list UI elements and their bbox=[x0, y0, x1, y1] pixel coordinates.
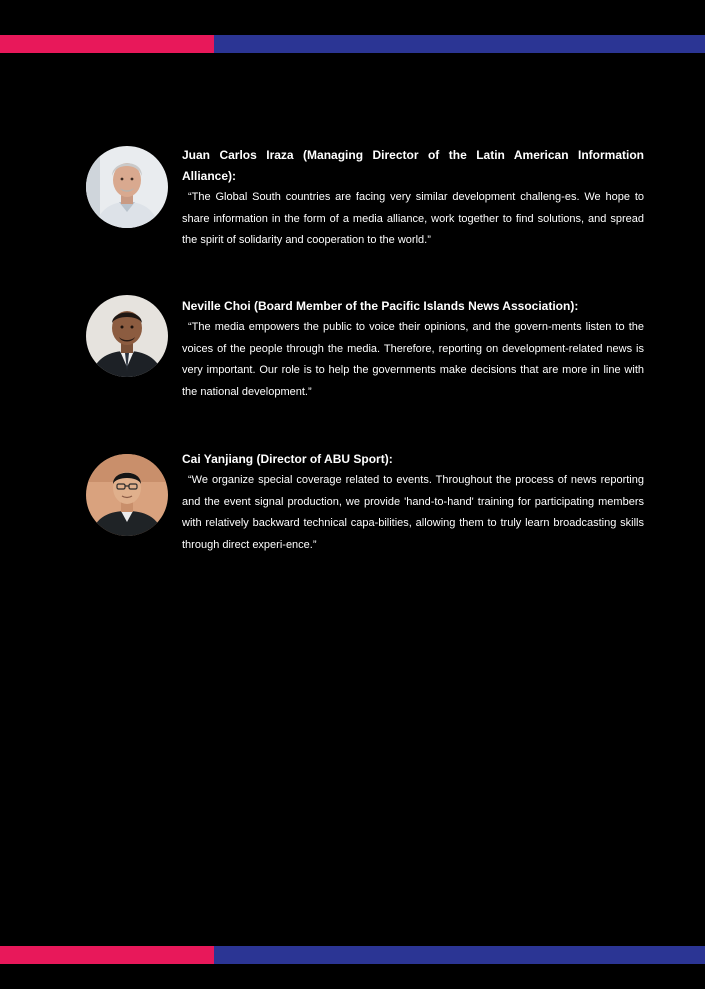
speaker-name: Juan Carlos Iraza (Managing Director of the Latin American Information Alliance): bbox=[182, 148, 644, 183]
speaker-quote: “We organize special coverage related to events. Throughout the process of news reporting and the event signal production, we provide 'hand-to-hand' training for participating members with relatively backward technical capa-bilities, allowing them to truly learn broadcasting skills through direct experi-ence.” bbox=[182, 474, 644, 551]
avatar-juan-carlos-iraza bbox=[86, 146, 168, 228]
top-color-band bbox=[0, 35, 705, 53]
bottom-band-pink-segment bbox=[0, 946, 214, 964]
speaker-quote: “The Global South countries are facing very similar development challeng-es. We hope to share information in the form of a media alliance, work together to find solutions, and spread the spirit of solidarity and cooperation to the world.” bbox=[182, 191, 644, 246]
speaker-name: Cai Yanjiang (Director of ABU Sport): bbox=[182, 452, 393, 466]
top-band-pink-segment bbox=[0, 35, 214, 53]
testimonial-text bbox=[182, 145, 644, 252]
avatar-cai-yanjiang bbox=[86, 454, 168, 536]
testimonial-text bbox=[182, 296, 644, 403]
bottom-color-band bbox=[0, 946, 705, 964]
testimonial-text bbox=[182, 449, 644, 556]
speaker-name: Neville Choi (Board Member of the Pacific Islands News Association): bbox=[182, 299, 579, 313]
top-band-blue-segment bbox=[214, 35, 705, 53]
bottom-band-blue-segment bbox=[214, 946, 705, 964]
avatar-neville-choi bbox=[86, 295, 168, 377]
speaker-quote: “The media empowers the public to voice their opinions, and the govern-ments listen to the voices of the people through the media. Therefore, reporting on development-related news is very important. Our role is to help the governments make decisions that are more in line with the national development.” bbox=[182, 321, 644, 398]
